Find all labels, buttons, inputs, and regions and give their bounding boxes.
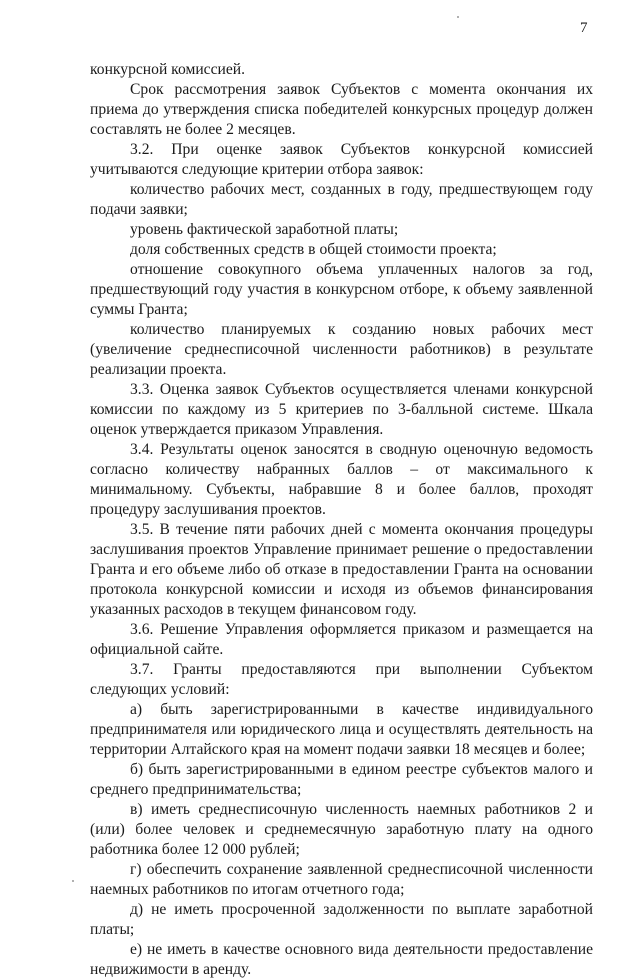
paragraph: Срок рассмотрения заявок Субъектов с момента окончания их приема до утверждения списка победителей конкурсных процедур должен составлять не более 2 месяцев. xyxy=(90,81,593,138)
paragraph: количество планируемых к созданию новых рабочих мест (увеличение среднесписочной численности работников) в результате реализации проекта. xyxy=(90,321,593,378)
paragraph: 3.6. Решение Управления оформляется приказом и размещается на официальной сайте. xyxy=(90,621,593,658)
paragraph: 3.2. При оценке заявок Субъектов конкурсной комиссией учитываются следующие критерии отбора заявок: xyxy=(90,141,593,178)
paragraph: отношение совокупного объема уплаченных налогов за год, предшествующий году участия в конкурсном отборе, к объему заявленной суммы Гранта; xyxy=(90,261,593,318)
paragraph: 3.3. Оценка заявок Субъектов осуществляется членами конкурсной комиссии по каждому из 5 критериев по 3-балльной системе. Шкала оценок утверждается приказом Управления. xyxy=(90,381,593,438)
paragraph: а) быть зарегистрированными в качестве индивидуального предпринимателя или юридического лица и осуществлять деятельность на территории Алтайского края на момент подачи заявки 18 месяцев и более; xyxy=(90,701,593,758)
scan-speck xyxy=(457,16,459,18)
paragraph: в) иметь среднесписочную численность наемных работников 2 и (или) более человек и среднемесячную заработную плату на одного работника более 12 000 рублей; xyxy=(90,801,593,858)
paragraph: доля собственных средств в общей стоимости проекта; xyxy=(130,241,497,258)
paragraph: количество рабочих мест, созданных в году, предшествующем году подачи заявки; xyxy=(90,181,593,218)
paragraph: 3.5. В течение пяти рабочих дней с момента окончания процедуры заслушивания проектов Управление принимает решение о предоставлении Гранта и его объеме либо об отказе в предоставлении Гранта на основании протокола конкурсной комиссии и исходя из объемов финансирования указанных расходов в текущем финансовом году. xyxy=(90,521,593,618)
scan-speck xyxy=(72,880,74,882)
paragraph: е) не иметь в качестве основного вида деятельности предоставление недвижимости в аренду. xyxy=(90,941,593,978)
paragraph: г) обеспечить сохранение заявленной среднесписочной численности наемных работников по итогам отчетного года; xyxy=(90,861,593,898)
paragraph: 3.4. Результаты оценок заносятся в сводную оценочную ведомость согласно количеству набранных баллов – от максимального к минимальному. Субъекты, набравшие 8 и более баллов, проходят процедуру заслушивания проектов. xyxy=(90,441,593,518)
page-number: 7 xyxy=(580,20,588,36)
paragraph: уровень фактической заработной платы; xyxy=(130,221,399,238)
paragraph: конкурсной комиссией. xyxy=(90,61,246,78)
paragraph: 3.7. Гранты предоставляются при выполнении Субъектом следующих условий: xyxy=(90,661,593,698)
paragraph: д) не иметь просроченной задолженности по выплате заработной платы; xyxy=(90,901,593,938)
document-body xyxy=(90,60,593,980)
paragraph: б) быть зарегистрированными в едином реестре субъектов малого и среднего предпринимательства; xyxy=(90,761,593,798)
